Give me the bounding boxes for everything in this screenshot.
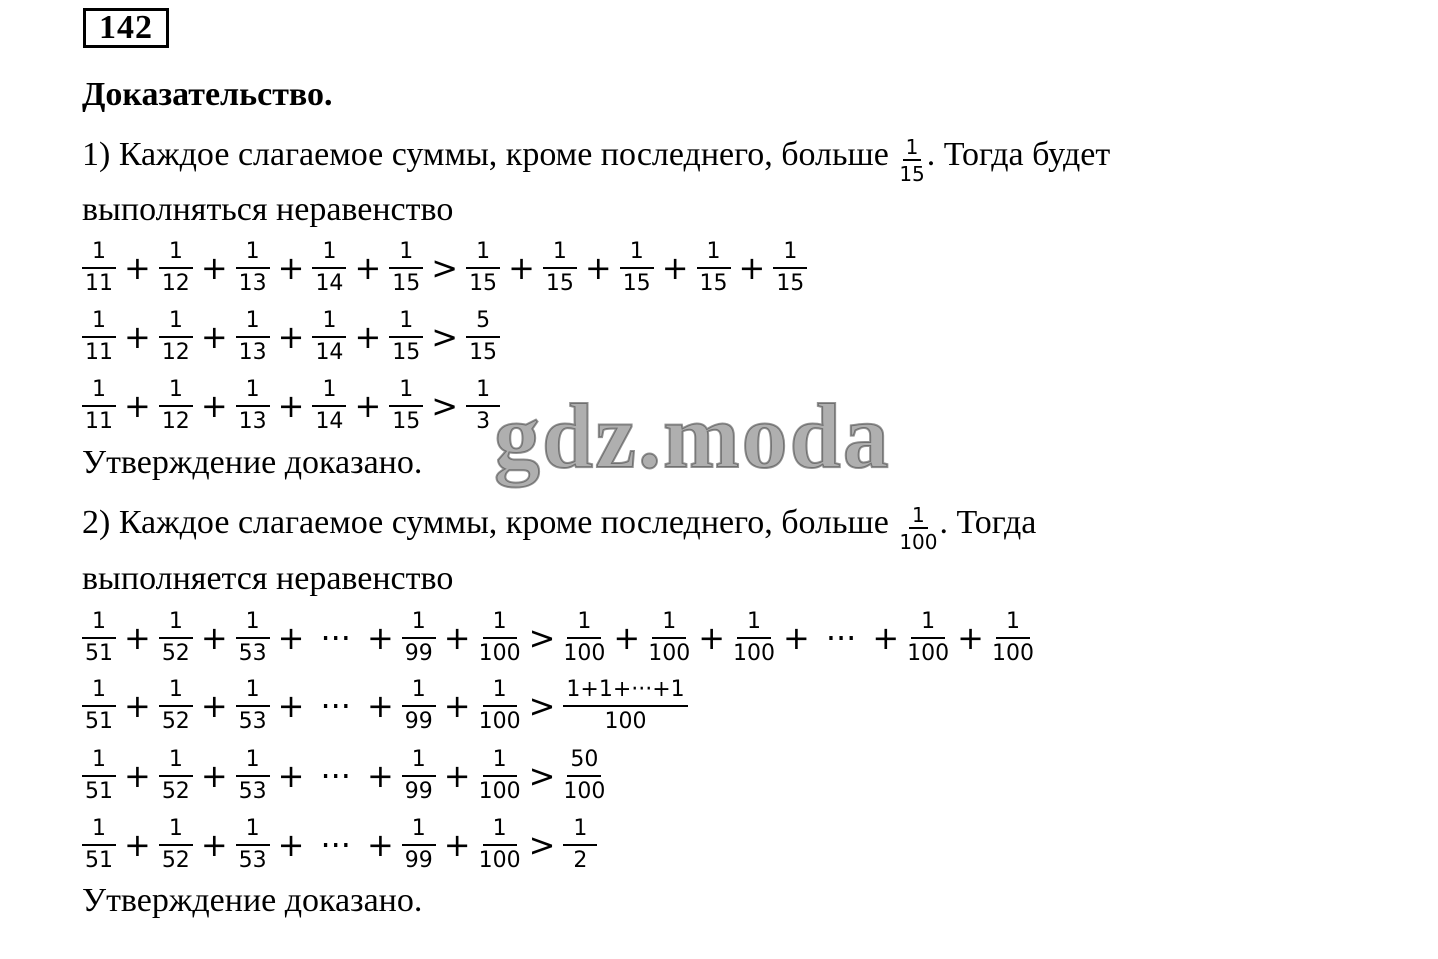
plus-sign: + bbox=[124, 757, 151, 795]
fraction-denominator: 99 bbox=[404, 779, 433, 804]
fraction bbox=[82, 306, 116, 368]
fraction-numerator: 1 bbox=[563, 814, 597, 846]
part1-intro-fraction bbox=[899, 135, 924, 187]
fraction bbox=[312, 375, 346, 437]
plus-sign: + bbox=[354, 387, 382, 425]
fraction-denominator: 12 bbox=[161, 271, 190, 296]
fraction-denominator: 99 bbox=[404, 848, 433, 873]
part2-inequality-3 bbox=[82, 741, 605, 811]
fraction-denominator: 15 bbox=[469, 340, 498, 365]
fraction bbox=[563, 745, 605, 807]
fraction-numerator: 1 bbox=[312, 375, 346, 407]
greater-than-sign: > bbox=[528, 619, 556, 657]
ellipsis-symbol: ··· bbox=[825, 619, 857, 657]
part1-intro-line2: выполняться неравенство bbox=[82, 191, 454, 228]
fraction-numerator: 1 bbox=[236, 745, 270, 777]
fraction bbox=[159, 607, 193, 669]
plus-sign: + bbox=[872, 619, 900, 657]
fraction-numerator: 1 bbox=[236, 237, 270, 269]
fraction bbox=[402, 675, 436, 737]
fraction bbox=[563, 607, 605, 669]
fraction bbox=[159, 745, 193, 807]
fraction-numerator: 1 bbox=[483, 745, 517, 777]
fraction-denominator: 13 bbox=[238, 271, 267, 296]
plus-sign: + bbox=[200, 249, 228, 287]
fraction-numerator: 1 bbox=[82, 745, 116, 777]
fraction-numerator: 1 bbox=[236, 375, 270, 407]
fraction bbox=[312, 306, 346, 368]
plus-sign: + bbox=[200, 826, 228, 864]
fraction-denominator: 100 bbox=[899, 530, 938, 554]
fraction-denominator: 100 bbox=[478, 779, 521, 804]
plus-sign: + bbox=[366, 757, 394, 795]
plus-sign: + bbox=[957, 619, 984, 657]
plus-sign: + bbox=[277, 387, 305, 425]
plus-sign: + bbox=[277, 249, 305, 287]
fraction-denominator: 100 bbox=[478, 848, 521, 873]
fraction-denominator: 53 bbox=[238, 779, 267, 804]
fraction-denominator: 2 bbox=[573, 848, 588, 873]
fraction bbox=[543, 237, 577, 299]
part2-intro-line2: выполняется неравенство bbox=[82, 560, 454, 597]
fraction-numerator: 1 bbox=[389, 306, 423, 338]
fraction bbox=[773, 237, 807, 299]
fraction-numerator: 1 bbox=[159, 745, 193, 777]
plus-sign: + bbox=[443, 687, 471, 725]
fraction bbox=[159, 306, 193, 368]
fraction bbox=[159, 814, 193, 876]
fraction-denominator: 15 bbox=[469, 271, 498, 296]
fraction-denominator: 11 bbox=[85, 340, 113, 365]
fraction-denominator: 100 bbox=[604, 709, 647, 734]
fraction-numerator: 1 bbox=[466, 237, 500, 269]
greater-than-sign: > bbox=[431, 249, 459, 287]
fraction bbox=[236, 306, 270, 368]
fraction-numerator: 1 bbox=[996, 607, 1030, 639]
fraction-denominator: 100 bbox=[907, 641, 950, 666]
plus-sign: + bbox=[366, 619, 394, 657]
fraction bbox=[402, 607, 436, 669]
fraction bbox=[82, 237, 116, 299]
fraction-numerator: 1 bbox=[402, 607, 436, 639]
part1-intro-tail: . Тогда будет bbox=[926, 135, 1111, 173]
fraction-numerator: 1 bbox=[483, 607, 517, 639]
fraction-numerator: 1 bbox=[236, 607, 270, 639]
fraction bbox=[236, 607, 270, 669]
fraction-numerator: 1 bbox=[159, 607, 193, 639]
fraction-numerator: 50 bbox=[567, 745, 601, 777]
fraction bbox=[466, 306, 500, 368]
greater-than-sign: > bbox=[431, 318, 459, 356]
fraction bbox=[236, 675, 270, 737]
fraction-numerator: 1 bbox=[236, 814, 270, 846]
fraction bbox=[312, 237, 346, 299]
fraction bbox=[402, 745, 436, 807]
part1-inequality-1 bbox=[82, 233, 807, 303]
fraction-numerator: 1 bbox=[697, 237, 731, 269]
fraction-numerator: 1 bbox=[483, 675, 517, 707]
plus-sign: + bbox=[443, 757, 471, 795]
fraction-numerator: 1 bbox=[312, 237, 346, 269]
part2-conclusion: Утверждение доказано. bbox=[82, 882, 423, 919]
plus-sign: + bbox=[366, 826, 394, 864]
fraction-numerator: 1 bbox=[773, 237, 807, 269]
part1-intro-line1 bbox=[82, 131, 1111, 186]
plus-sign: + bbox=[277, 757, 305, 795]
fraction-denominator: 51 bbox=[85, 641, 113, 666]
fraction-denominator: 15 bbox=[545, 271, 574, 296]
fraction-denominator: 11 bbox=[85, 409, 113, 434]
ellipsis-symbol: ··· bbox=[320, 826, 351, 864]
fraction-denominator: 100 bbox=[478, 641, 521, 666]
fraction-numerator: 1 bbox=[159, 306, 193, 338]
fraction-numerator: 1 bbox=[82, 237, 116, 269]
fraction bbox=[992, 607, 1034, 669]
site-watermark: gdz.moda bbox=[494, 385, 891, 487]
fraction-numerator: 1 bbox=[312, 306, 346, 338]
fraction-denominator: 52 bbox=[161, 779, 190, 804]
fraction bbox=[402, 814, 436, 876]
plus-sign: + bbox=[200, 687, 228, 725]
fraction-denominator: 99 bbox=[404, 641, 433, 666]
fraction-numerator: 1 bbox=[483, 814, 517, 846]
fraction-numerator: 1 bbox=[389, 375, 423, 407]
fraction bbox=[479, 745, 521, 807]
fraction-denominator: 11 bbox=[85, 271, 113, 296]
plus-sign: + bbox=[661, 249, 689, 287]
fraction-numerator: 1 bbox=[652, 607, 686, 639]
fraction-denominator: 51 bbox=[85, 709, 113, 734]
proof-heading: Доказательство. bbox=[82, 76, 333, 113]
fraction-denominator: 13 bbox=[238, 409, 267, 434]
fraction-numerator: 1 bbox=[737, 607, 771, 639]
fraction-numerator: 1 bbox=[236, 675, 270, 707]
fraction-numerator: 1 bbox=[620, 237, 654, 269]
fraction bbox=[479, 607, 521, 669]
plus-sign: + bbox=[443, 619, 471, 657]
fraction-numerator: 1 bbox=[909, 503, 928, 529]
fraction bbox=[479, 814, 521, 876]
fraction-numerator: 1 bbox=[82, 306, 116, 338]
plus-sign: + bbox=[738, 249, 766, 287]
fraction-numerator: 1 bbox=[402, 675, 436, 707]
plus-sign: + bbox=[200, 318, 228, 356]
part2-intro-text: 2) Каждое слагаемое суммы, кроме последнего, больше bbox=[82, 503, 889, 541]
fraction-denominator: 15 bbox=[622, 271, 651, 296]
part2-inequality-4 bbox=[82, 810, 597, 880]
fraction-numerator: 1 bbox=[82, 607, 116, 639]
greater-than-sign: > bbox=[431, 387, 459, 425]
ellipsis-symbol: ··· bbox=[320, 687, 351, 725]
fraction-numerator: 1 bbox=[402, 745, 436, 777]
fraction-numerator: 1 bbox=[903, 135, 922, 161]
plus-sign: + bbox=[124, 318, 151, 356]
fraction-numerator: 1 bbox=[82, 675, 116, 707]
fraction bbox=[389, 375, 423, 437]
fraction bbox=[479, 675, 521, 737]
fraction bbox=[82, 607, 116, 669]
greater-than-sign: > bbox=[528, 826, 556, 864]
part2-inequality-1 bbox=[82, 603, 1034, 673]
fraction bbox=[82, 814, 116, 876]
fraction-numerator: 1 bbox=[236, 306, 270, 338]
fraction-denominator: 15 bbox=[899, 162, 925, 186]
part2-intro-fraction bbox=[899, 503, 937, 555]
plus-sign: + bbox=[200, 619, 228, 657]
fraction-denominator: 100 bbox=[478, 709, 521, 734]
fraction-denominator: 14 bbox=[315, 340, 344, 365]
fraction-numerator: 1 bbox=[567, 607, 601, 639]
plus-sign: + bbox=[366, 687, 394, 725]
part1-intro-text: 1) Каждое слагаемое суммы, кроме последнего, больше bbox=[82, 135, 889, 173]
fraction bbox=[697, 237, 731, 299]
fraction bbox=[236, 745, 270, 807]
plus-sign: + bbox=[124, 687, 151, 725]
fraction-numerator: 1 bbox=[402, 814, 436, 846]
fraction-denominator: 53 bbox=[238, 848, 267, 873]
fraction-denominator: 100 bbox=[563, 641, 606, 666]
fraction-denominator: 12 bbox=[161, 340, 190, 365]
fraction-denominator: 12 bbox=[161, 409, 190, 434]
fraction bbox=[159, 375, 193, 437]
fraction bbox=[236, 237, 270, 299]
fraction bbox=[466, 237, 500, 299]
plus-sign: + bbox=[124, 826, 151, 864]
fraction-numerator: 1 bbox=[389, 237, 423, 269]
ellipsis-symbol: ··· bbox=[320, 757, 351, 795]
fraction-denominator: 15 bbox=[699, 271, 728, 296]
fraction-denominator: 100 bbox=[648, 641, 691, 666]
plus-sign: + bbox=[124, 249, 151, 287]
plus-sign: + bbox=[277, 687, 305, 725]
plus-sign: + bbox=[783, 619, 810, 657]
plus-sign: + bbox=[584, 249, 612, 287]
fraction-numerator: 1 bbox=[466, 375, 500, 407]
fraction-denominator: 14 bbox=[315, 409, 344, 434]
fraction bbox=[159, 237, 193, 299]
ellipsis-symbol: ··· bbox=[320, 619, 351, 657]
fraction bbox=[82, 375, 116, 437]
plus-sign: + bbox=[354, 318, 382, 356]
fraction bbox=[389, 237, 423, 299]
fraction bbox=[236, 814, 270, 876]
part2-inequality-2 bbox=[82, 671, 688, 741]
plus-sign: + bbox=[200, 757, 228, 795]
fraction-numerator: 5 bbox=[466, 306, 500, 338]
fraction bbox=[648, 607, 690, 669]
fraction-numerator: 1 bbox=[911, 607, 945, 639]
fraction-denominator: 52 bbox=[161, 641, 190, 666]
fraction bbox=[907, 607, 949, 669]
fraction bbox=[733, 607, 775, 669]
fraction-denominator: 100 bbox=[733, 641, 776, 666]
fraction-denominator: 52 bbox=[161, 709, 190, 734]
fraction bbox=[82, 745, 116, 807]
fraction-denominator: 53 bbox=[238, 641, 267, 666]
fraction-denominator: 3 bbox=[476, 409, 491, 434]
part2-intro-line1 bbox=[82, 499, 1037, 554]
fraction-denominator: 13 bbox=[238, 340, 267, 365]
fraction-numerator: 1+1+···+1 bbox=[563, 675, 687, 707]
plus-sign: + bbox=[698, 619, 726, 657]
fraction-denominator: 51 bbox=[85, 779, 113, 804]
fraction bbox=[236, 375, 270, 437]
fraction-numerator: 1 bbox=[159, 237, 193, 269]
plus-sign: + bbox=[277, 826, 305, 864]
fraction-denominator: 53 bbox=[238, 709, 267, 734]
fraction-numerator: 1 bbox=[82, 814, 116, 846]
fraction-denominator: 99 bbox=[404, 709, 433, 734]
plus-sign: + bbox=[200, 387, 228, 425]
plus-sign: + bbox=[508, 249, 535, 287]
fraction-denominator: 14 bbox=[315, 271, 344, 296]
plus-sign: + bbox=[613, 619, 641, 657]
fraction bbox=[159, 675, 193, 737]
greater-than-sign: > bbox=[528, 687, 556, 725]
plus-sign: + bbox=[354, 249, 382, 287]
fraction bbox=[620, 237, 654, 299]
plus-sign: + bbox=[124, 619, 151, 657]
greater-than-sign: > bbox=[528, 757, 556, 795]
fraction-denominator: 15 bbox=[392, 340, 421, 365]
part1-inequality-3 bbox=[82, 371, 500, 441]
fraction-denominator: 52 bbox=[161, 848, 190, 873]
fraction bbox=[563, 675, 687, 737]
fraction-denominator: 100 bbox=[563, 779, 606, 804]
part2-intro-tail: . Тогда bbox=[939, 503, 1037, 541]
plus-sign: + bbox=[124, 387, 151, 425]
fraction-numerator: 1 bbox=[543, 237, 577, 269]
plus-sign: + bbox=[277, 318, 305, 356]
fraction-numerator: 1 bbox=[159, 814, 193, 846]
fraction bbox=[563, 814, 597, 876]
fraction-denominator: 100 bbox=[991, 641, 1034, 666]
fraction-numerator: 1 bbox=[82, 375, 116, 407]
plus-sign: + bbox=[443, 826, 471, 864]
fraction bbox=[389, 306, 423, 368]
part1-conclusion: Утверждение доказано. bbox=[82, 444, 423, 481]
problem-number-badge: 142 bbox=[83, 8, 169, 48]
fraction-denominator: 15 bbox=[392, 271, 421, 296]
plus-sign: + bbox=[277, 619, 305, 657]
part1-inequality-2 bbox=[82, 302, 500, 372]
fraction-numerator: 1 bbox=[159, 375, 193, 407]
fraction-denominator: 15 bbox=[776, 271, 805, 296]
fraction-numerator: 1 bbox=[159, 675, 193, 707]
fraction bbox=[82, 675, 116, 737]
fraction-denominator: 51 bbox=[85, 848, 113, 873]
fraction-denominator: 15 bbox=[392, 409, 421, 434]
